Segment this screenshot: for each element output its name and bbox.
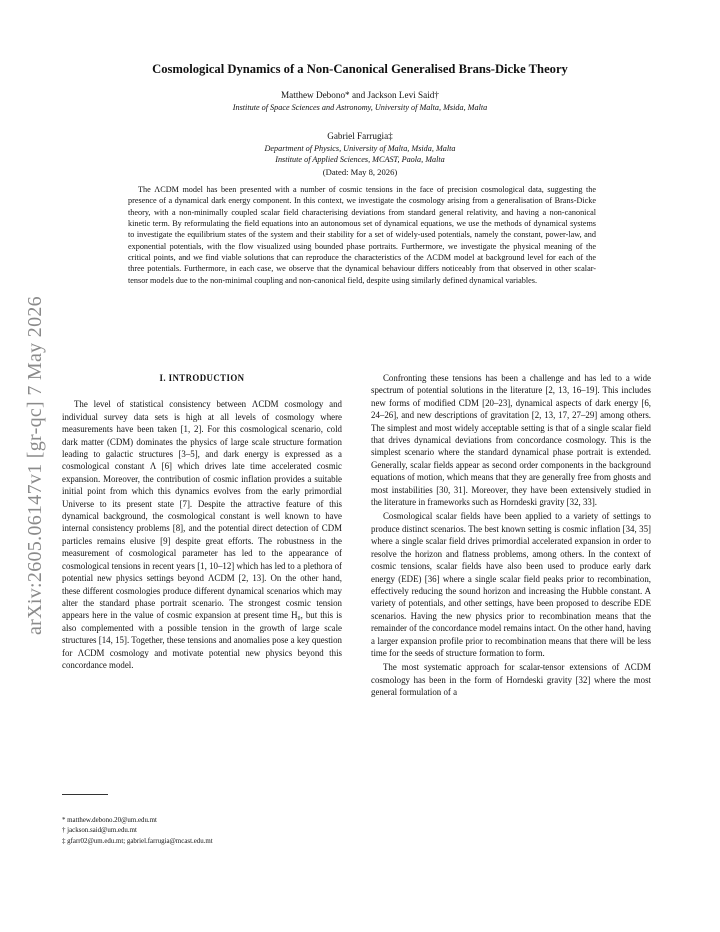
body-paragraph: Confronting these tensions has been a challenge and has led to a wide spectrum of potential solutions in the literature [2, 13, 16–19]. This includes new forms of modified CDM [20–23], dynamical aspects of dark energy [6, 24–26], and new descriptions of gravitation [2, 13, 17, 27–29] among others. The simplest and most widely acceptable setting is that of a single scalar field that drives dynamical deviations from concordance cosmology. This is the simplest scenario where the standard dynamical phase portrait is extended. Generally, scalar fields appear as second order components in the background equations of motion, which means that they are generally free from ghosts and most instabilities [30, 31]. Moreover, they have been extensively studied in the literature in frameworks such as Horndeski gravity [32, 33]. [371, 373, 651, 508]
dated-line: (Dated: May 8, 2026) [322, 167, 398, 177]
footnote-item: ‡ gfarr02@um.edu.mt; gabriel.farrugia@mcast.edu.mt [62, 837, 213, 845]
right-column [371, 372, 651, 701]
arxiv-identifier-stamp [20, 270, 50, 660]
body-paragraph: The most systematic approach for scalar-tensor extensions of ΛCDM cosmology has been in the form of Horndeski gravity [32] where the most general formulation of a [371, 662, 651, 698]
affiliation-1: Institute of Space Sciences and Astronomy, University of Malta, Msida, Malta [232, 103, 488, 112]
footnote-separator [62, 794, 108, 795]
abstract: The ΛCDM model has been presented with a number of cosmic tensions in the face of precision cosmological data, suggesting the presence of a dynamical dark energy component. In this context, we investigate the cosmology arising from a generalisation of Brans-Dicke theory, with a non-minimally coupled scalar field characterising deviations from standard general relativity, and having a non-canonical kinetic term. By reformulating the field equations into an autonomous set of dynamical equations, we use the methods of dynamical systems to investigate the equilibrium states of the system and their stability for a set of widely-used potentials, namely the constant, power-law, and exponential potentials, with the flow visualized using bounded phase portraits. Furthermore, we investigate the physical meaning of the critical points, and we find viable solutions that can reproduce the characteristics of the ΛCDM model at background level for each of the three potentials. Furthermore, in each case, we observe that the dynamical behaviour differs noticeably from that observed in other scalar-tensor models due to the non-minimal coupling and non-canonical field, despite using similarly defined dynamical variables. [128, 185, 596, 285]
affiliation-2: Department of Physics, University of Malta, Msida, Malta [264, 144, 456, 153]
footnotes [62, 816, 352, 847]
paper-title: Cosmological Dynamics of a Non-Canonical Generalised Brans-Dicke Theory [152, 62, 568, 76]
footnote-item: † jackson.said@um.edu.mt [62, 827, 137, 835]
arxiv-identifier-text: arXiv:2605.06147v1 [gr-qc] 7 May 2026 [23, 295, 46, 635]
body-paragraph: The level of statistical consistency between ΛCDM cosmology and individual survey data sets is high at all levels of cosmology where measurements have been taken [1, 2]. For this cosmological scenario, cold dark matter (CDM) dominates the physics of large scale structure formation leading to galactic structures [3–5], and dark energy is expressed as a cosmological constant Λ [6] which drives late time accelerated cosmic expansion. Moreover, the contribution of cosmic inflation provides a suitable initial point from which this dynamics evolves from the early primordial Universe to its present state [7]. Despite the attractive feature of this dynamical background, the cosmological constant is well known to have internal consistency problems [8], and the potential direct detection of CDM particles remains elusive [9] despite great efforts. The robustness in the measurement of cosmological parameter has led to the appearance of cosmological tensions in recent years [1, 10–12] which has led to a plethora of potential new physics settings beyond ΛCDM [2, 13]. On the other hand, these different cosmologies produce different dynamical scenarios which may alter the standard phase portrait scenario. The strongest cosmic tension appears here in the value of cosmic expansion at present time H₀, but this is also complemented with a possible tension in the growth of large scale structures [14, 15]. Together, these tensions and anomalies pose a key question for ΛCDM cosmology and motivate potential new physics beyond this concordance model. [62, 399, 342, 670]
body-paragraph: Cosmological scalar fields have been applied to a variety of settings to produce distinct scenarios. The best known setting is cosmic inflation [34, 35] where a single scalar field drives primordial accelerated expansion in order to resolve the horizon and flatness problems, among others. In the context of cosmic tensions, scalar fields have also been used to produce early dark energy (EDE) [36] where a single scalar field peaks prior to recombination, effectively reducing the sound horizon and increasing the Hubble constant. A variety of potentials, and other settings, have been proposed to describe EDE scenarios. Having the new physics prior to recombination means that the remainder of the concordance model remains intact. On the other hand, having a larger expansion profile prior to recombination means that there will be less time for the seeds of structure formation to form. [371, 511, 651, 658]
section-heading-introduction: I. INTRODUCTION [159, 373, 245, 383]
author-list: Matthew Debono* and Jackson Levi Said† [281, 90, 439, 100]
author-2: Gabriel Farrugia‡ [327, 131, 393, 141]
footnote-item: * matthew.debono.20@um.edu.mt [62, 817, 157, 824]
left-column [62, 372, 342, 673]
affiliation-3: Institute of Applied Sciences, MCAST, Paola, Malta [275, 155, 445, 164]
